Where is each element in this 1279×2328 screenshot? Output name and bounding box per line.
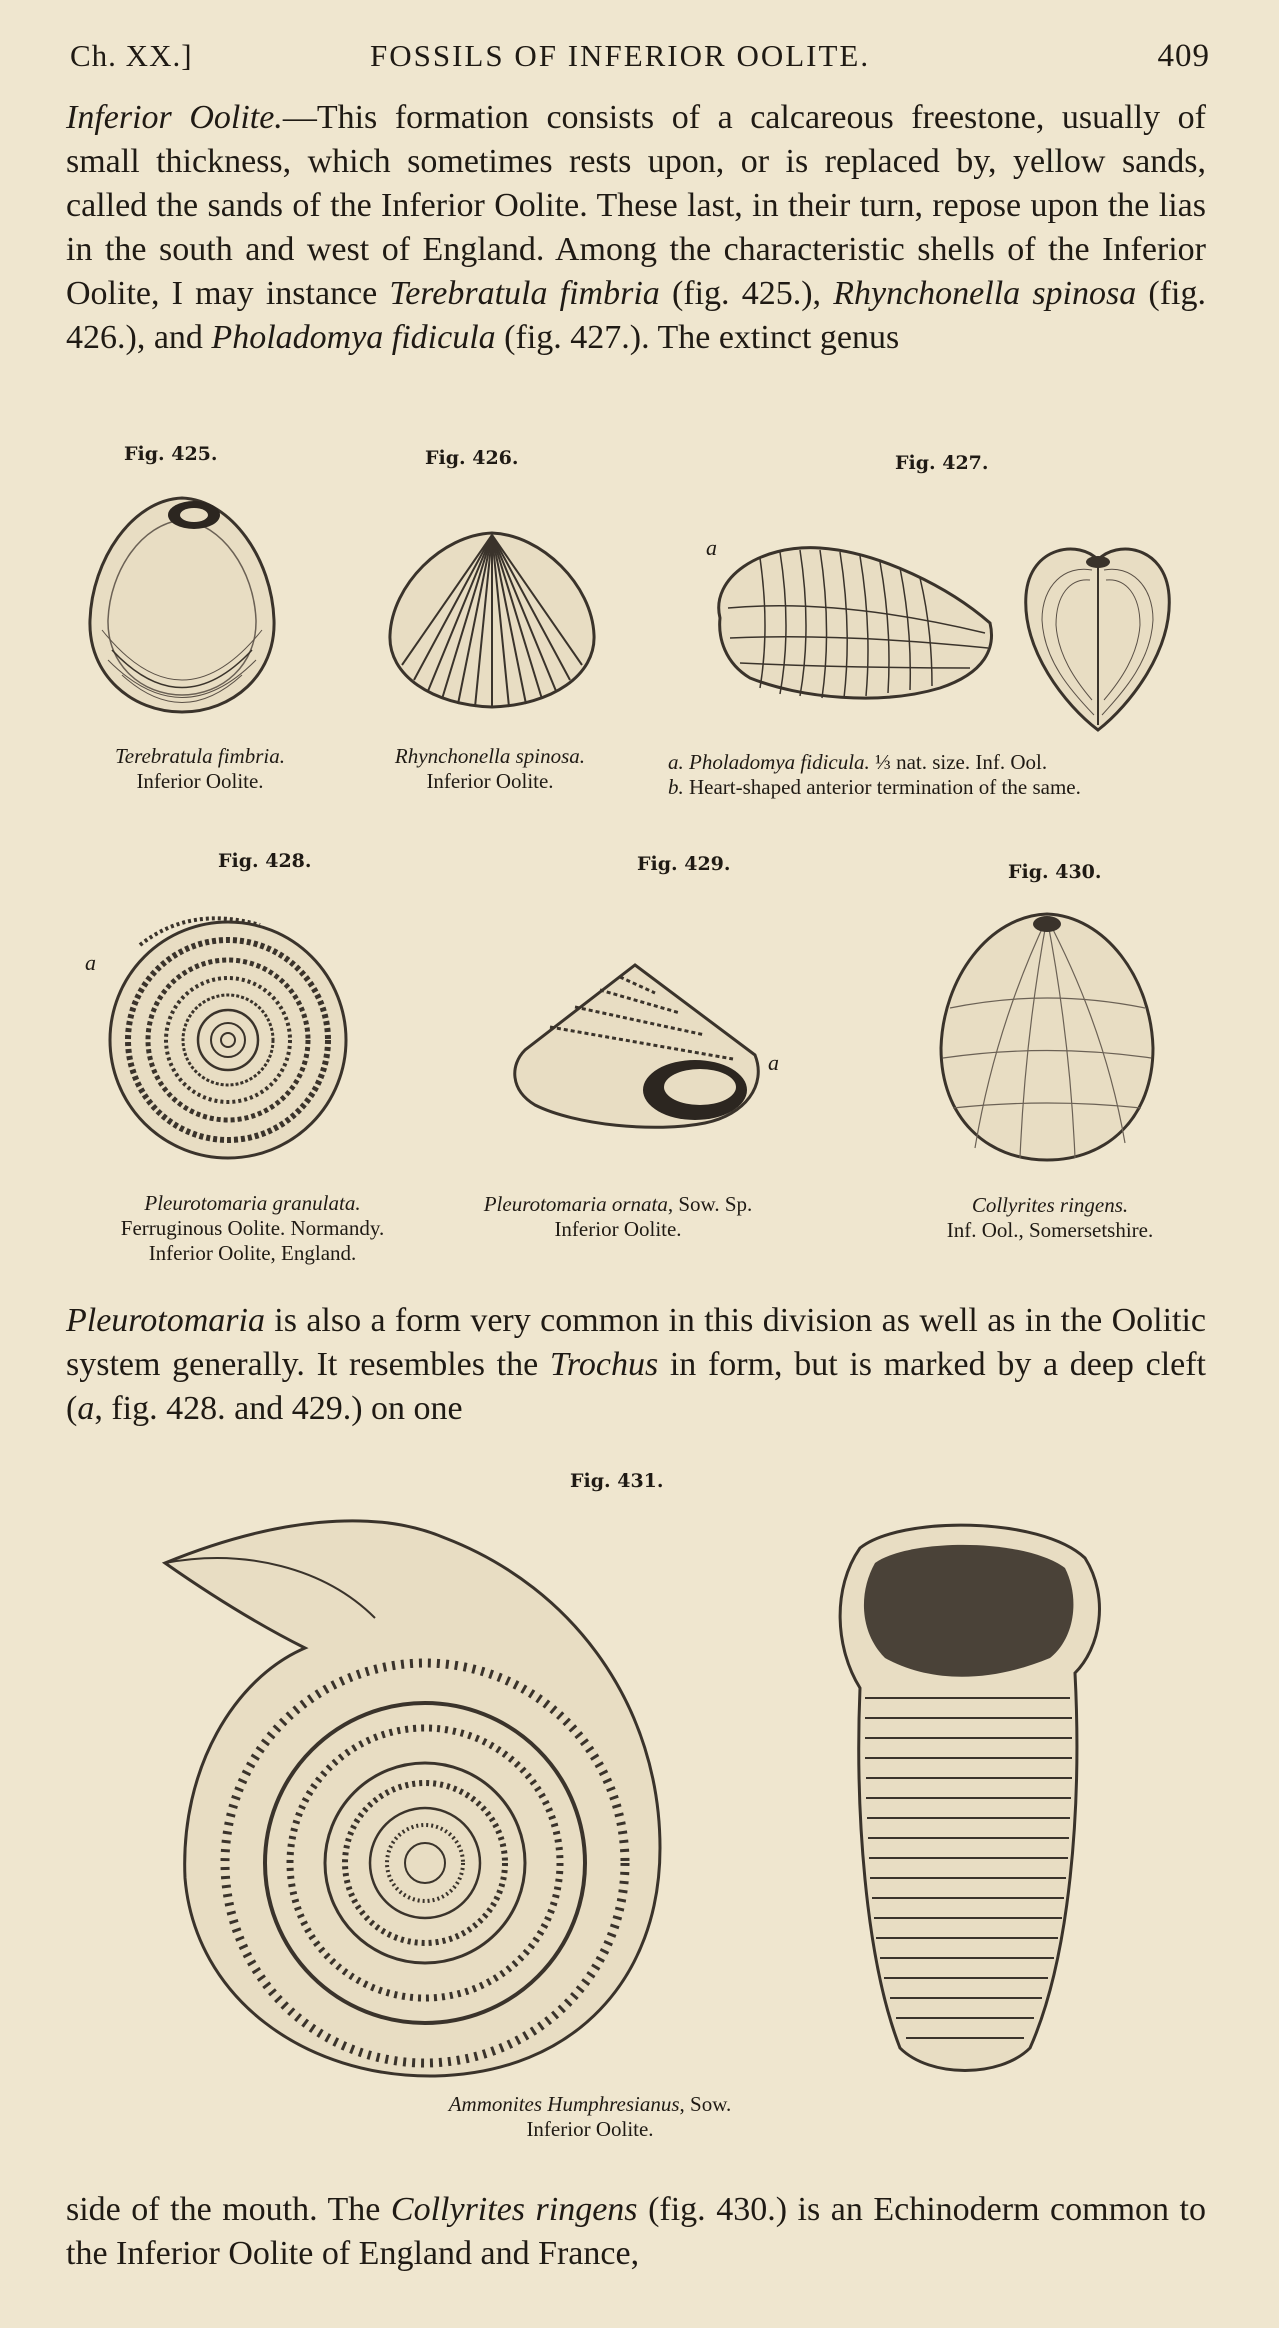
fig-428-label: Fig. 428. [218, 850, 312, 872]
fig-429-caption-species: Pleurotomaria ornata [483, 1192, 668, 1216]
fig-429-letter-a: a [768, 1050, 779, 1075]
fig-430-caption [890, 1193, 1210, 1243]
text-run: , fig. 428. and 429.) on one [94, 1390, 463, 1427]
fig-427-caption-a [668, 750, 1208, 775]
text-run: (fig. 425.), [659, 275, 834, 312]
text-run: (fig. 427.). The extinct genus [495, 319, 900, 356]
fig-427-letter-a: a [706, 535, 717, 560]
paragraph-inferior-oolite [66, 96, 1206, 360]
fig-429-caption-formation: Inferior Oolite. [554, 1217, 682, 1241]
text-run: (fig. 426.), and [66, 275, 1206, 356]
paragraph-collyrites [66, 2188, 1206, 2276]
fig-431-caption-species: Ammonites Humphresianus [448, 2092, 680, 2116]
italic-term: Collyrites ringens [390, 2191, 638, 2228]
fig-429-caption [448, 1192, 788, 1242]
fig-426-caption-species: Rhynchonella spinosa. [394, 744, 586, 768]
fig-430-caption-species: Collyrites ringens. [971, 1193, 1129, 1217]
fig-428-letter-a: a [85, 950, 96, 975]
fig-427-caption-b [668, 775, 1208, 800]
terebratula-fimbria-illustration [82, 490, 282, 720]
fig-427-caption-a-species: Pholadomya fidicula. [689, 750, 870, 774]
italic-term: Rhynchonella spinosa [833, 275, 1137, 312]
collyrites-ringens-illustration [935, 908, 1160, 1166]
chapter-label: Ch. XX.] [70, 38, 193, 73]
fig-427-caption-b-text: Heart-shaped anterior termination of the same. [689, 775, 1081, 799]
fig-427-label: Fig. 427. [895, 452, 989, 474]
fig-426-label: Fig. 426. [425, 447, 519, 469]
fig-425-caption-species: Terebratula fimbria. [115, 744, 285, 768]
fig-427-caption-a-size: ⅓ nat. size. Inf. Ool. [875, 750, 1048, 774]
pholadomya-anterior-termination-illustration [1020, 540, 1175, 735]
fig-428-caption-formation: Inferior Oolite, England. [148, 1241, 357, 1265]
running-header [70, 38, 1210, 82]
fig-429-caption-author: , Sow. Sp. [667, 1192, 753, 1216]
ammonites-humphresianus-front-illustration [820, 1508, 1110, 2083]
fig-428-caption-species: Pleurotomaria granulata. [144, 1191, 361, 1215]
page-title: FOSSILS OF INFERIOR OOLITE. [370, 38, 871, 73]
ammonites-humphresianus-side-illustration [155, 1508, 675, 2083]
text-run: side of the mouth. The [66, 2191, 391, 2228]
fig-426-caption-formation: Inferior Oolite. [426, 769, 554, 793]
text-run: is also a form very common in this division as well as in the Oolitic system generally. It resembles the [66, 1302, 1206, 1383]
fig-425-label: Fig. 425. [124, 443, 218, 465]
pleurotomaria-ornata-illustration [505, 955, 770, 1135]
fig-425-caption [70, 744, 330, 794]
pleurotomaria-granulata-illustration [100, 905, 355, 1170]
fig-429-label: Fig. 429. [637, 853, 731, 875]
italic-term: Pholadomya fidicula [211, 319, 496, 356]
fig-427-caption-b-letter: b. [668, 775, 684, 799]
italic-term: Terebratula fimbria [389, 275, 660, 312]
pholadomya-fidicula-illustration [700, 538, 1000, 708]
paragraph-pleurotomaria [66, 1299, 1206, 1431]
fig-428-caption-locality: Ferruginous Oolite. Normandy. [120, 1216, 385, 1240]
italic-term: a [77, 1390, 95, 1427]
page-number: 409 [1157, 38, 1210, 74]
fig-431-caption-author: , Sow. [679, 2092, 732, 2116]
text-run: in form, but is marked by a deep cleft ( [66, 1346, 1206, 1427]
text-run: —This formation consists of a calcareous freestone, usually of small thickness, which sometimes rests upon, or is replaced by, yellow sands, called the sands of the Inferior Oolite. These last, in their turn, repose upon the lias in the south and west of England. Among the characteristic shells of the Inferior Oolite, I may instance [66, 99, 1206, 312]
fig-427-caption [668, 750, 1208, 800]
fig-426-caption [355, 744, 625, 794]
rhynchonella-spinosa-illustration [382, 525, 602, 715]
fig-427-caption-a-letter: a. [668, 750, 684, 774]
fig-431-caption-formation: Inferior Oolite. [526, 2117, 654, 2141]
fig-425-caption-formation: Inferior Oolite. [136, 769, 264, 793]
italic-term: Trochus [549, 1346, 659, 1383]
italic-term: Pleurotomaria [66, 1302, 265, 1339]
italic-term: Inferior Oolite. [66, 99, 283, 136]
fig-430-label: Fig. 430. [1008, 861, 1102, 883]
fig-430-caption-formation: Inf. Ool., Somersetshire. [946, 1218, 1154, 1242]
fig-428-caption [55, 1191, 450, 1266]
fig-431-caption [390, 2092, 790, 2142]
fig-431-label: Fig. 431. [570, 1470, 664, 1492]
text-run: (fig. 430.) is an Echinoderm common to the Inferior Oolite of England and France, [66, 2191, 1207, 2272]
